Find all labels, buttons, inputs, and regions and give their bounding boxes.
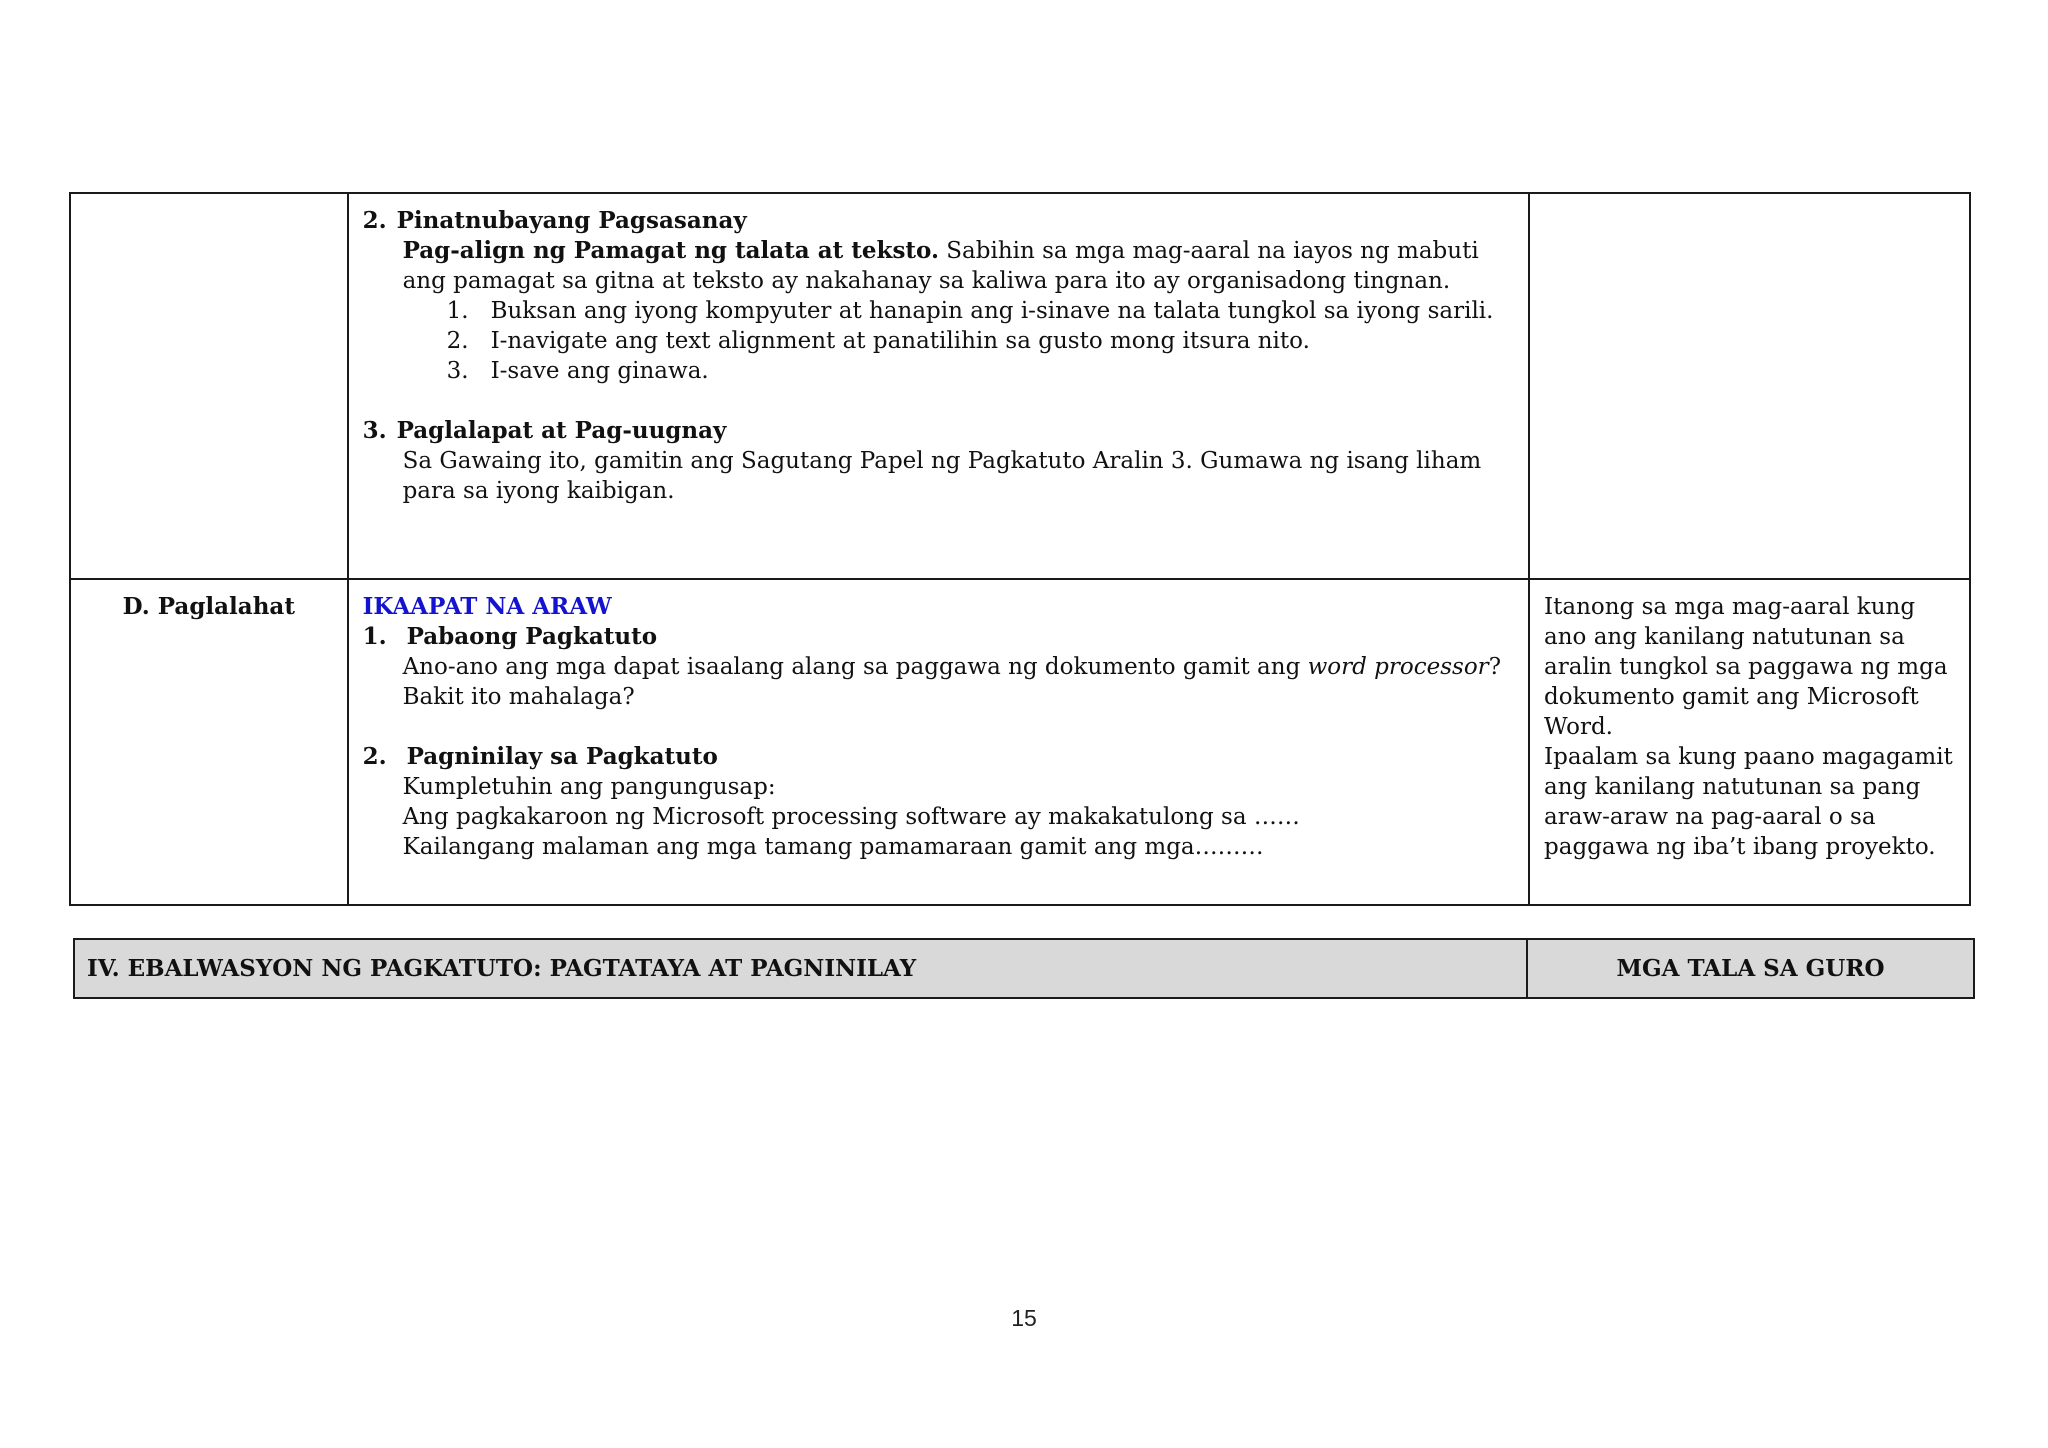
- item-number: 1.: [362, 623, 387, 650]
- label-cell-empty: [70, 193, 348, 579]
- teacher-notes-cell: [1529, 579, 1970, 905]
- content-cell-guided-practice: [348, 193, 1529, 579]
- question-italic-term: word processor: [1307, 654, 1489, 680]
- steps-list: [363, 296, 1514, 386]
- list-item-number: 1.: [446, 298, 469, 324]
- section-title: Pinatnubayang Pagsasanay: [396, 207, 747, 234]
- list-item-number: 3.: [446, 358, 469, 384]
- paragraph-lead: Pag-align ng Pamagat ng talata at teksto.: [402, 237, 939, 264]
- evaluation-header-table: [73, 938, 1975, 999]
- content-cell-generalization: [348, 579, 1529, 905]
- list-item-number: 2.: [446, 328, 469, 354]
- spacer: [363, 712, 1514, 742]
- day-heading: IKAAPAT NA ARAW: [362, 593, 612, 620]
- evaluation-section-title: IV. EBALWASYON NG PAGKATUTO: PAGTATAYA AT PAGNINILAY: [74, 939, 1527, 998]
- section-number: 2.: [362, 207, 387, 234]
- section-title: Paglalapat at Pag-uugnay: [396, 417, 727, 444]
- teacher-note-paragraph: Ipaalam sa kung paano magagamit ang kanilang natutunan sa pang araw-araw na pag-aaral o sa paggawa ng iba’t ibang proyekto.: [1544, 744, 1953, 860]
- section-heading-guided-practice: [363, 206, 1514, 236]
- reflection-line: Ang pagkakaroon ng Microsoft processing software ay makakatulong sa ……: [402, 804, 1300, 830]
- pabaong-question: [363, 652, 1514, 712]
- lesson-plan-table: [69, 192, 1971, 906]
- list-item: [447, 326, 1514, 356]
- guided-practice-paragraph: [363, 236, 1514, 296]
- section-heading-application: [363, 416, 1514, 446]
- list-item: [447, 296, 1514, 326]
- table-row: [74, 939, 1974, 998]
- item-number: 2.: [362, 743, 387, 770]
- teacher-note-paragraph: Itanong sa mga mag-aaral kung ano ang kanilang natutunan sa aralin tungkol sa paggawa ng mga dokumento gamit ang Microsoft Word.: [1544, 594, 1948, 740]
- question-text-end: ? Bakit ito mahalaga?: [402, 654, 1502, 710]
- question-text: Ano-ano ang mga dapat isaalang alang sa paggawa ng dokumento gamit ang: [402, 654, 1308, 680]
- page-number: 15: [1011, 1305, 1037, 1331]
- item-heading-pabaong: [363, 622, 1514, 652]
- list-item-text: Buksan ang iyong kompyuter at hanapin ang i-sinave na talata tungkol sa iyong sarili.: [490, 298, 1494, 324]
- row-label-paglalahat: D. Paglalahat: [70, 579, 348, 905]
- paragraph-text: Sabihin sa mga mag-aaral na iayos ng mabuti ang pamagat sa gitna at teksto ay nakahanay sa kaliwa para ito ay organisadong tingnan.: [402, 238, 1479, 294]
- teacher-notes-header: MGA TALA SA GURO: [1527, 939, 1974, 998]
- item-title: Pagninilay sa Pagkatuto: [406, 743, 718, 770]
- table-row-guided-practice: [70, 193, 1970, 579]
- list-item-text: I-save ang ginawa.: [490, 358, 709, 384]
- notes-cell-empty: [1529, 193, 1970, 579]
- list-item: [447, 356, 1514, 386]
- reflection-line: Kailangang malaman ang mga tamang pamamaraan gamit ang mga………: [402, 834, 1264, 860]
- section-number: 3.: [362, 417, 387, 444]
- list-item-text: I-navigate ang text alignment at panatilihin sa gusto mong itsura nito.: [490, 328, 1310, 354]
- application-paragraph: Sa Gawaing ito, gamitin ang Sagutang Papel ng Pagkatuto Aralin 3. Gumawa ng isang liham para sa iyong kaibigan.: [402, 448, 1482, 504]
- item-title: Pabaong Pagkatuto: [406, 623, 658, 650]
- spacer: [363, 386, 1514, 416]
- item-heading-pagninilay: [363, 742, 1514, 772]
- reflection-line: Kumpletuhin ang pangungusap:: [402, 774, 776, 800]
- table-row-generalization: [70, 579, 1970, 905]
